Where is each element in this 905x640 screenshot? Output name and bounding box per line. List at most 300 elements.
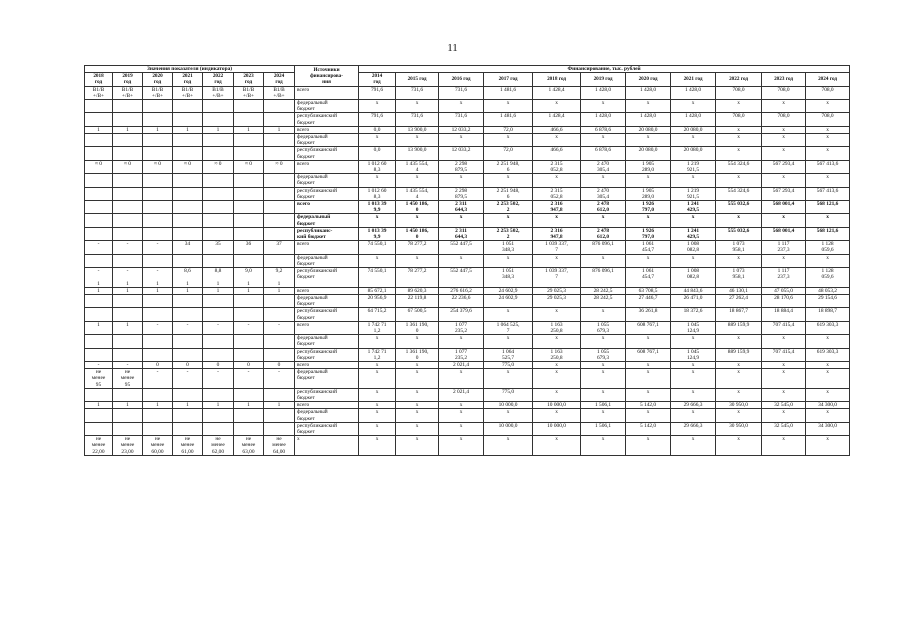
indicator-cell: 8,6 1	[173, 268, 203, 288]
indicator-cell	[234, 308, 264, 321]
finance-cell: 1 428,4	[533, 113, 581, 126]
finance-cell: 20 080,0	[626, 126, 671, 133]
indicator-cell: 1	[203, 402, 234, 409]
source-cell: республиканский бюджет	[295, 348, 359, 361]
table-row	[85, 287, 850, 294]
indicator-cell	[264, 214, 295, 227]
finance-cell: 24 602,9	[484, 287, 533, 294]
finance-cell: х	[581, 214, 626, 227]
finance-cell: х	[716, 100, 762, 113]
finance-cell: 1 051 348,3	[484, 241, 533, 254]
finance-cell: х	[533, 134, 581, 147]
finance-cell: 2 298 879,5	[439, 187, 484, 200]
finance-cell: 1 012 60 8,3	[359, 187, 396, 200]
finance-cell: х	[581, 409, 626, 422]
finance-cell: 20 956,9	[359, 294, 396, 307]
table-row	[85, 201, 850, 214]
indicator-year-header: 2024 год	[264, 73, 295, 86]
indicator-cell: 8,8 1	[203, 268, 234, 288]
finance-cell: х	[762, 254, 806, 267]
finance-cell: х	[716, 254, 762, 267]
finance-cell: 552 447,5	[439, 268, 484, 288]
finance-cell: 72,0	[484, 126, 533, 133]
finance-cell: 1 055 679,3	[581, 321, 626, 334]
finance-cell: 1 219 921,5	[671, 160, 716, 173]
finance-cell: х	[359, 100, 396, 113]
indicator-cell	[85, 201, 113, 214]
finance-cell: 1 428,0	[671, 113, 716, 126]
finance-cell: 608 767,1	[626, 348, 671, 361]
finance-cell: х	[396, 388, 439, 401]
finance-cell: 568 001,4	[762, 227, 806, 240]
indicator-cell	[173, 113, 203, 126]
finance-cell: 1 163 250,8	[533, 321, 581, 334]
indicator-cell: 1	[85, 402, 113, 409]
finance-cell: х	[671, 409, 716, 422]
indicator-cell: 37	[264, 241, 295, 254]
finance-cell: 775,0	[484, 361, 533, 368]
finance-cell: х	[359, 422, 396, 435]
finance-cell: х	[716, 214, 762, 227]
finance-cell: х	[806, 361, 850, 368]
finance-cell: 1 428,0	[626, 86, 671, 99]
finance-cell: х	[716, 369, 762, 389]
finance-cell: х	[716, 134, 762, 147]
indicator-cell	[85, 113, 113, 126]
finance-cell: 1 077 235,2	[439, 321, 484, 334]
indicator-cell: 1	[143, 402, 173, 409]
indicator-cell	[113, 113, 143, 126]
finance-cell: х	[581, 254, 626, 267]
finance-cell: х	[626, 174, 671, 187]
finance-cell: х	[581, 100, 626, 113]
table-row	[85, 100, 850, 113]
table-row	[85, 321, 850, 334]
indicator-cell: не менее 64,00	[264, 436, 295, 456]
finance-cell: х	[484, 409, 533, 422]
finance-cell: х	[806, 388, 850, 401]
finance-cell: х	[359, 214, 396, 227]
finance-cell: 1 117 237,3	[762, 241, 806, 254]
finance-year-header: 2021 год	[671, 73, 716, 86]
indicator-cell	[264, 422, 295, 435]
indicator-cell: -	[143, 241, 173, 254]
finance-cell: 13 900,0	[396, 126, 439, 133]
finance-cell: 63 708,5	[626, 287, 671, 294]
indicator-cell	[234, 335, 264, 348]
finance-cell: х	[484, 100, 533, 113]
finance-cell: 1 742 71 1,2	[359, 348, 396, 361]
indicator-cell	[85, 335, 113, 348]
finance-cell: 889 159,9	[716, 348, 762, 361]
indicator-year-header: 2020 год	[143, 73, 173, 86]
finance-cell: 67 500,5	[396, 308, 439, 321]
indicator-cell: не менее 61,00	[173, 436, 203, 456]
finance-cell: х	[806, 126, 850, 133]
finance-cell: 12 033,2	[439, 147, 484, 160]
indicator-cell: 1	[113, 321, 143, 334]
finance-cell: х	[533, 214, 581, 227]
finance-cell: х	[484, 254, 533, 267]
indicator-cell	[203, 113, 234, 126]
finance-year-header: 2024 год	[806, 73, 850, 86]
indicator-cell	[203, 422, 234, 435]
finance-cell: х	[762, 174, 806, 187]
indicator-cell	[203, 227, 234, 240]
finance-cell: х	[671, 174, 716, 187]
finance-cell: 1 039 337, 7	[533, 268, 581, 288]
indicator-cell: -	[234, 321, 264, 334]
indicator-cell	[113, 227, 143, 240]
finance-cell: 1 926 797,0	[626, 227, 671, 240]
indicator-cell: не менее 62,00	[203, 436, 234, 456]
indicator-cell	[173, 422, 203, 435]
finance-cell: 32 545,0	[762, 422, 806, 435]
indicator-cell	[264, 201, 295, 214]
indicator-cell: 1	[264, 287, 295, 294]
finance-cell: 29 025,3	[533, 287, 581, 294]
indicator-cell	[143, 134, 173, 147]
indicator-cell	[234, 388, 264, 401]
indicator-cell: В1/В +/В+	[85, 86, 113, 99]
finance-cell: 13 900,0	[396, 147, 439, 160]
source-cell: всего	[295, 402, 359, 409]
indicator-cell: 1	[173, 287, 203, 294]
indicator-cell	[234, 409, 264, 422]
finance-cell: 1 481,6	[484, 113, 533, 126]
indicator-cell: В1/В +/В+	[264, 86, 295, 99]
finance-cell: 1 241 429,5	[671, 227, 716, 240]
finance-cell: х	[484, 308, 533, 321]
finance-cell: х	[626, 254, 671, 267]
indicator-cell	[113, 174, 143, 187]
table-row	[85, 308, 850, 321]
table-row	[85, 402, 850, 409]
indicator-cell: 34	[173, 241, 203, 254]
indicator-cell	[85, 174, 113, 187]
source-cell: республиканский бюджет	[295, 268, 359, 288]
indicator-cell	[173, 308, 203, 321]
table-row	[85, 134, 850, 147]
finance-cell: х	[359, 254, 396, 267]
table-row	[85, 241, 850, 254]
indicator-cell	[264, 388, 295, 401]
finance-cell: х	[533, 254, 581, 267]
finance-cell: 85 672,1	[359, 287, 396, 294]
finance-cell: 1 013 39 9,9	[359, 227, 396, 240]
indicator-cell	[143, 187, 173, 200]
source-cell: федеральный бюджет	[295, 335, 359, 348]
finance-cell: х	[762, 388, 806, 401]
finance-cell: х	[806, 369, 850, 389]
finance-cell: 2 315 052,8	[533, 160, 581, 173]
finance-cell: 555 032,6	[716, 227, 762, 240]
finance-cell: 20 080,0	[626, 147, 671, 160]
finance-cell: х	[626, 409, 671, 422]
indicator-cell	[85, 214, 113, 227]
finance-cell: х	[439, 422, 484, 435]
finance-cell: 48 053,2	[806, 287, 850, 294]
table-row	[85, 187, 850, 200]
finance-cell: х	[439, 369, 484, 389]
indicator-cell: 1	[85, 287, 113, 294]
indicator-cell: -	[143, 369, 173, 389]
finance-cell: х	[396, 254, 439, 267]
finance-cell: 1 064 525, 7	[484, 321, 533, 334]
indicator-cell	[234, 100, 264, 113]
indicator-cell: -	[203, 369, 234, 389]
indicator-cell	[143, 147, 173, 160]
indicator-cell	[234, 422, 264, 435]
finance-cell: х	[359, 409, 396, 422]
finance-cell: х	[533, 174, 581, 187]
finance-cell: 731,6	[439, 86, 484, 99]
indicator-cell: -	[113, 241, 143, 254]
indicator-cell	[85, 409, 113, 422]
indicator-cell	[203, 214, 234, 227]
finance-cell: х	[533, 361, 581, 368]
finance-cell: х	[484, 335, 533, 348]
finance-cell: х	[671, 134, 716, 147]
finance-cell: 876 096,1	[581, 268, 626, 288]
finance-cell: 2 470 305,4	[581, 187, 626, 200]
source-cell: всего	[295, 241, 359, 254]
finance-cell: 1 435 554, 4	[396, 187, 439, 200]
source-cell: федеральный бюджет	[295, 100, 359, 113]
indicator-year-header: 2023 год	[234, 73, 264, 86]
finance-cell: 731,6	[396, 86, 439, 99]
finance-cell: 2 253 502, 2	[484, 227, 533, 240]
finance-cell: х	[396, 436, 439, 456]
finance-cell: х	[533, 369, 581, 389]
indicator-cell	[85, 147, 113, 160]
finance-cell: х	[671, 254, 716, 267]
indicator-cell: В1/В +/В+	[203, 86, 234, 99]
indicator-cell	[85, 100, 113, 113]
finance-cell: 554 324,6	[716, 187, 762, 200]
indicator-year-header: 2021 год	[173, 73, 203, 86]
finance-cell: 731,6	[439, 113, 484, 126]
indicator-cell	[264, 409, 295, 422]
source-cell: всего	[295, 287, 359, 294]
finance-cell: х	[806, 174, 850, 187]
finance-cell: 1 428,0	[581, 86, 626, 99]
finance-cell: 2 315 052,8	[533, 187, 581, 200]
finance-cell: х	[533, 388, 581, 401]
indicator-cell: 1	[173, 126, 203, 133]
indicator-cell	[234, 113, 264, 126]
indicator-cell	[264, 227, 295, 240]
finance-cell: 6 878,6	[581, 126, 626, 133]
indicator-cell	[234, 187, 264, 200]
finance-cell: 30 950,0	[716, 402, 762, 409]
indicator-cell: не менее 95	[85, 369, 113, 389]
finance-cell: 254 379,6	[439, 308, 484, 321]
finance-cell: 276 616,2	[439, 287, 484, 294]
source-cell: республиканский бюджет	[295, 388, 359, 401]
indicator-cell: не менее 23,00	[113, 436, 143, 456]
finance-year-header: 2017 год	[484, 73, 533, 86]
finance-cell: х	[806, 214, 850, 227]
indicator-cell	[85, 294, 113, 307]
finance-cell: х	[626, 100, 671, 113]
table-row	[85, 86, 850, 99]
finance-cell: 46 130,1	[716, 287, 762, 294]
indicator-cell	[85, 187, 113, 200]
finance-cell: 2 021,4	[439, 388, 484, 401]
indicator-cell: -	[234, 369, 264, 389]
indicator-cell: - 1	[113, 268, 143, 288]
indicator-cell: ≈ 0	[234, 160, 264, 173]
finance-year-header: 2023 год	[762, 73, 806, 86]
finance-cell: х	[806, 147, 850, 160]
table-row	[85, 388, 850, 401]
finance-cell: 1 241 429,5	[671, 201, 716, 214]
finance-cell: х	[439, 134, 484, 147]
finance-cell: 89 620,3	[396, 287, 439, 294]
finance-cell: 555 032,6	[716, 201, 762, 214]
finance-cell: х	[359, 388, 396, 401]
finance-cell: х	[581, 369, 626, 389]
finance-cell: х	[484, 369, 533, 389]
finance-cell: 29 666,3	[671, 402, 716, 409]
finance-cell: 1 045 124,9	[671, 348, 716, 361]
table-row	[85, 214, 850, 227]
finance-cell: 1 481,6	[484, 86, 533, 99]
finance-cell: х	[671, 361, 716, 368]
table-row	[85, 254, 850, 267]
source-cell: федеральный бюджет	[295, 174, 359, 187]
finance-cell: х	[716, 335, 762, 348]
finance-cell: х	[359, 174, 396, 187]
indicator-cell: не менее 63,00	[234, 436, 264, 456]
finance-cell: 619 303,3	[806, 321, 850, 334]
finance-cell: х	[806, 100, 850, 113]
finance-cell: 78 277,2	[396, 241, 439, 254]
indicator-cell	[234, 174, 264, 187]
indicator-cell: ≈ 0	[85, 160, 113, 173]
table-row	[85, 174, 850, 187]
indicator-cell	[173, 227, 203, 240]
indicator-cell	[264, 100, 295, 113]
table-row	[85, 436, 850, 456]
finance-cell: 1 905 289,0	[626, 160, 671, 173]
finance-cell: 1 039 337, 7	[533, 241, 581, 254]
finance-cell: 1 055 679,3	[581, 348, 626, 361]
indicator-cell: ≈ 0	[143, 160, 173, 173]
indicator-cell: 0	[143, 361, 173, 368]
indicator-cell	[173, 100, 203, 113]
indicator-cell	[143, 348, 173, 361]
indicator-cell: -	[85, 361, 113, 368]
indicator-cell: -	[143, 321, 173, 334]
indicator-cell	[113, 201, 143, 214]
indicator-cell: 1	[203, 126, 234, 133]
indicator-cell	[234, 214, 264, 227]
finance-cell: 2 311 644,3	[439, 201, 484, 214]
finance-cell: х	[484, 214, 533, 227]
indicator-cell	[173, 348, 203, 361]
indicator-cell	[173, 134, 203, 147]
finance-cell: 1 061 454,7	[626, 268, 671, 288]
finance-cell: 708,0	[762, 113, 806, 126]
finance-year-header: 2014 год	[359, 73, 396, 86]
finance-cell: 567 293,4	[762, 187, 806, 200]
finance-cell: 28 170,6	[762, 294, 806, 307]
finance-cell: 1 128 059,6	[806, 241, 850, 254]
indicator-cell	[203, 335, 234, 348]
indicator-cell	[203, 409, 234, 422]
finance-cell: 32 545,0	[762, 402, 806, 409]
finance-cell: х	[581, 361, 626, 368]
indicator-cell	[85, 388, 113, 401]
indicator-cell: ≈ 0	[113, 160, 143, 173]
finance-cell: х	[762, 126, 806, 133]
source-cell: всего	[295, 86, 359, 99]
table-row	[85, 409, 850, 422]
indicator-cell: 1	[85, 126, 113, 133]
finance-cell: 26 471,0	[671, 294, 716, 307]
finance-cell: х	[359, 436, 396, 456]
finance-cell: х	[439, 402, 484, 409]
finance-cell: х	[359, 134, 396, 147]
finance-cell: 1 008 082,8	[671, 241, 716, 254]
finance-cell: х	[806, 254, 850, 267]
finance-cell: 22 119,8	[396, 294, 439, 307]
finance-cell: 20 080,0	[671, 147, 716, 160]
finance-cell: 27 446,7	[626, 294, 671, 307]
indicator-cell: 1	[113, 287, 143, 294]
finance-cell: х	[716, 409, 762, 422]
finance-cell: 1 045 124,9	[671, 321, 716, 334]
indicator-cell: 36	[234, 241, 264, 254]
table-row	[85, 227, 850, 240]
page-number: 11	[447, 42, 458, 54]
finance-cell: х	[671, 100, 716, 113]
indicator-cell	[203, 100, 234, 113]
finance-cell: 876 096,1	[581, 241, 626, 254]
indicator-cell	[143, 113, 173, 126]
finance-cell: 29 666,3	[671, 422, 716, 435]
finance-cell: 30 950,0	[716, 422, 762, 435]
finance-year-header: 2018 год	[533, 73, 581, 86]
finance-cell: 24 602,9	[484, 294, 533, 307]
finance-cell: х	[626, 214, 671, 227]
source-cell: республиканский бюджет	[295, 422, 359, 435]
indicator-cell: -	[203, 321, 234, 334]
indicator-cell	[173, 174, 203, 187]
finance-cell: 10 000,0	[533, 422, 581, 435]
finance-cell: 567 413,6	[806, 160, 850, 173]
finance-cell: х	[762, 369, 806, 389]
table-row	[85, 348, 850, 361]
indicator-cell: не менее 22,00	[85, 436, 113, 456]
finance-cell: 18 372,6	[671, 308, 716, 321]
indicator-cell: В1/В +/В+	[173, 86, 203, 99]
finance-cell: х	[806, 436, 850, 456]
finance-table	[84, 65, 850, 456]
finance-cell: х	[716, 388, 762, 401]
finance-cell: х	[671, 436, 716, 456]
finance-cell: 1 219 921,5	[671, 187, 716, 200]
finance-cell: х	[716, 436, 762, 456]
finance-cell: 22 236,6	[439, 294, 484, 307]
finance-cell: х	[762, 134, 806, 147]
indicator-cell: 0	[203, 361, 234, 368]
finance-cell: 466,6	[533, 147, 581, 160]
finance-cell: х	[533, 308, 581, 321]
indicator-cell	[113, 335, 143, 348]
